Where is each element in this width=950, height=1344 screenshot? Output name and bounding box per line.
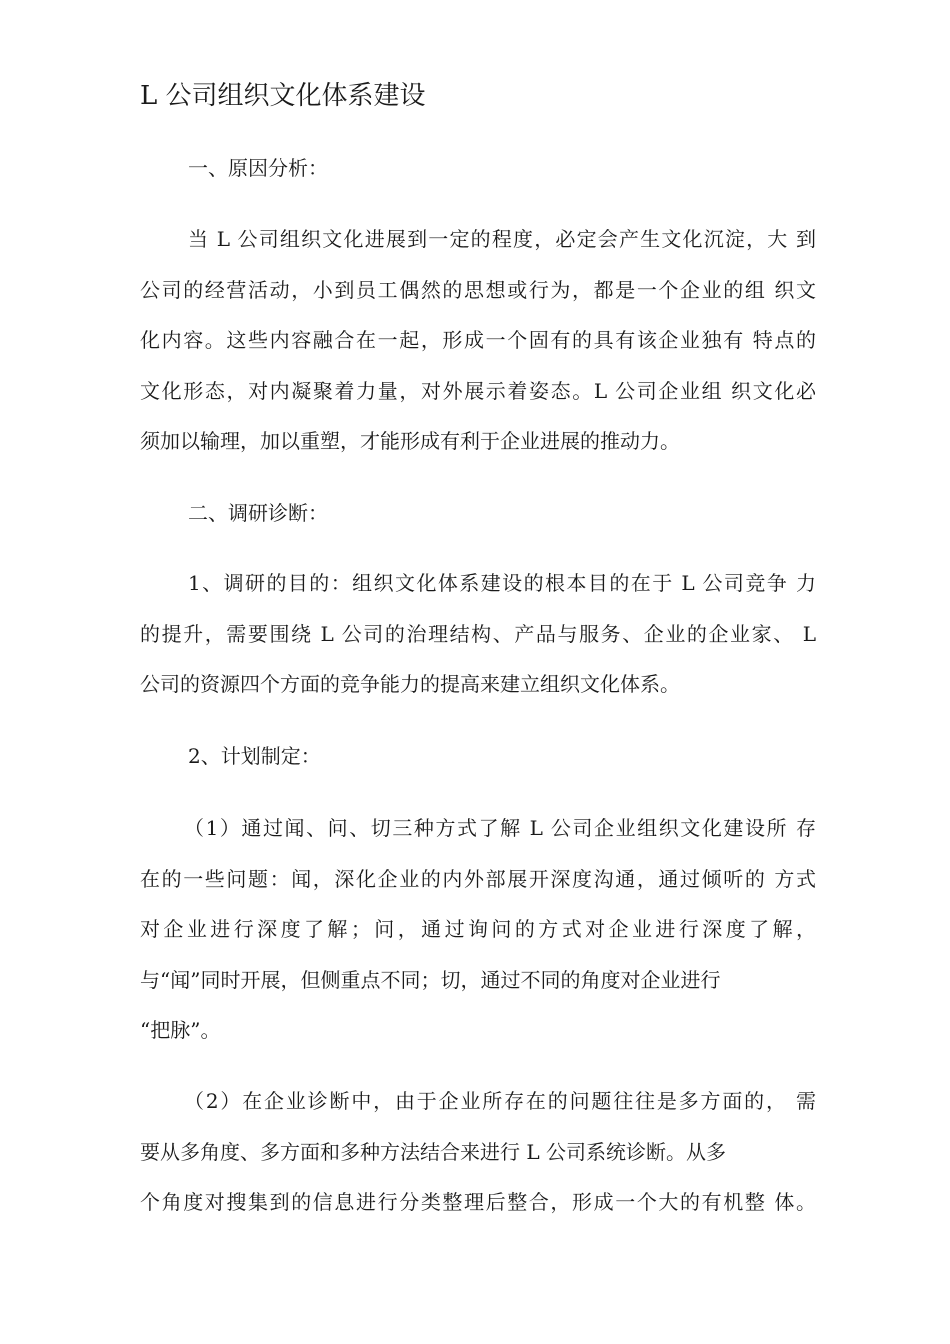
paragraph-line: 在的一些问题：闻，深化企业的内外部展开深度沟通，通过倾听的 方式 bbox=[140, 866, 816, 891]
section-heading-research-diagnosis: 二、调研诊断： bbox=[188, 501, 328, 525]
paragraph-line: 公司的经营活动，小到员工偶然的思想或行为，都是一个企业的组 织文 bbox=[140, 277, 816, 302]
paragraph-plan-2 bbox=[140, 1076, 816, 1228]
paragraph-line: 的提升，需要围绕 L 公司的治理结构、产品与服务、企业的企业家、 L bbox=[140, 621, 816, 646]
paragraph-cause-analysis bbox=[140, 214, 816, 467]
paragraph-plan-1 bbox=[140, 803, 816, 1056]
paragraph-line: 化内容。这些内容融合在一起，形成一个固有的具有该企业独有 特点的 bbox=[140, 328, 816, 352]
document-title: L 公司组织文化体系建设 bbox=[140, 81, 426, 111]
paragraph-research-purpose bbox=[140, 558, 816, 710]
paragraph-line: “把脉”。 bbox=[140, 1018, 221, 1042]
paragraph-line: 公司的资源四个方面的竞争能力的提高来建立组织文化体系。 bbox=[140, 672, 680, 696]
paragraph-line: （2）在企业诊断中，由于企业所存在的问题往往是多方面的， 需 bbox=[184, 1089, 816, 1113]
paragraph-line: 当 L 公司组织文化进展到一定的程度，必定会产生文化沉淀，大 到 bbox=[188, 227, 816, 251]
section-heading-cause-analysis: 一、原因分析： bbox=[188, 156, 328, 180]
paragraph-line: 个角度对搜集到的信息进行分类整理后整合，形成一个大的有机整 体。 bbox=[140, 1190, 816, 1214]
paragraph-line: 与“闻”同时开展，但侧重点不同；切，通过不同的角度对企业进行 bbox=[140, 967, 721, 992]
paragraph-line: 对企业进行深度了解；问，通过询问的方式对企业进行深度了解， bbox=[140, 917, 816, 941]
paragraph-line: 1、调研的目的：组织文化体系建设的根本目的在于 L 公司竞争 力 bbox=[188, 571, 816, 595]
paragraph-line: 须加以输理，加以重塑，才能形成有利于企业进展的推动力。 bbox=[140, 429, 680, 453]
paragraph-line: （1）通过闻、问、切三种方式了解 L 公司企业组织文化建设所 存 bbox=[184, 816, 816, 840]
subheading-plan: 2、计划制定： bbox=[188, 744, 321, 768]
paragraph-line: 文化形态，对内凝聚着力量，对外展示着姿态。L 公司企业组 织文化必 bbox=[140, 378, 816, 403]
paragraph-line: 要从多角度、多方面和多种方法结合来进行 L 公司系统诊断。从多 bbox=[140, 1139, 726, 1164]
